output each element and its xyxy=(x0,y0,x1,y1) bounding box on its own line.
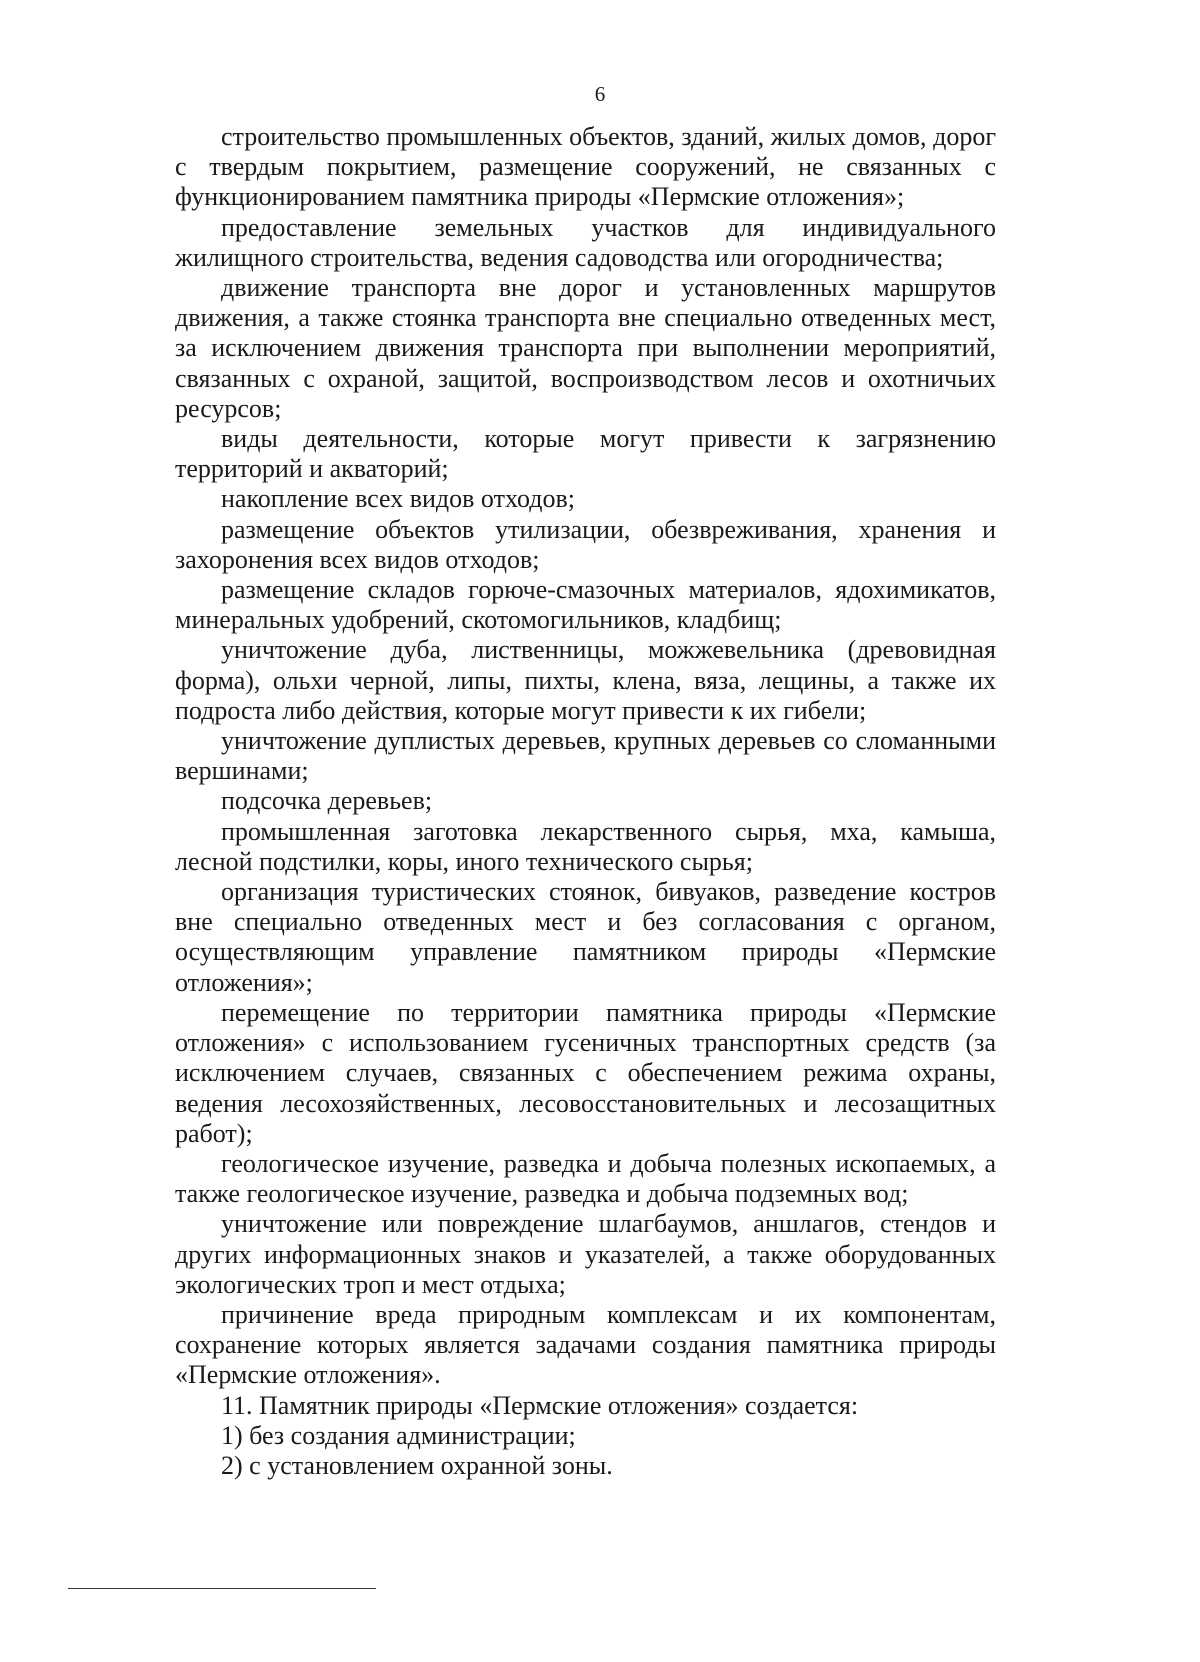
footnote-separator-line xyxy=(68,1588,376,1589)
paragraph-prohibition-harm: причинение вреда природным комплексам и их компонентам, сохранение которых является задачами создания памятника природы «Пермские отложения». xyxy=(175,1299,996,1390)
paragraph-prohibition-pollution: виды деятельности, которые могут привести к загрязнению территорий и акваторий; xyxy=(175,424,996,484)
document-body xyxy=(175,122,996,1481)
paragraph-prohibition-tree-destruction: уничтожение дуба, лиственницы, можжевельника (древовидная форма), ольхи черной, липы, пихты, клена, вяза, лещины, а также их подроста либо действия, которые могут привести к их гибели; xyxy=(175,635,996,725)
paragraph-prohibition-hollow-trees: уничтожение дуплистых деревьев, крупных деревьев со сломанными вершинами; xyxy=(175,726,996,786)
paragraph-prohibition-waste-accumulation: накопление всех видов отходов; xyxy=(221,484,575,514)
paragraph-section-11: 11. Памятник природы «Пермские отложения» создается: xyxy=(221,1390,859,1420)
paragraph-prohibition-geology: геологическое изучение, разведка и добыча полезных ископаемых, а также геологическое изучение, разведка и добыча подземных вод; xyxy=(175,1148,996,1209)
paragraph-item-2: 2) с установлением охранной зоны. xyxy=(221,1450,613,1480)
paragraph-prohibition-warehouses: размещение складов горюче-смазочных материалов, ядохимикатов, минеральных удобрений, скотомогильников, кладбищ; xyxy=(175,575,996,635)
paragraph-prohibition-waste-facilities: размещение объектов утилизации, обезвреживания, хранения и захоронения всех видов отходов; xyxy=(175,514,996,574)
paragraph-prohibition-harvesting: промышленная заготовка лекарственного сырья, мха, камыша, лесной подстилки, коры, иного технического сырья; xyxy=(175,816,996,876)
paragraph-prohibition-camping: организация туристических стоянок, бивуаков, разведение костров вне специально отведенных мест и без согласования с органом, осуществляющим управление памятником природы «Пермские отложения»; xyxy=(175,877,996,997)
paragraph-prohibition-tracked-vehicles: перемещение по территории памятника природы «Пермские отложения» с использованием гусеничных транспортных средств (за исключением случаев, связанных с обеспечением режима охраны, ведения лесохозяйственных, лесовосстановительных и лесозащитных работ); xyxy=(175,997,996,1148)
paragraph-item-1: 1) без создания администрации; xyxy=(221,1420,576,1450)
paragraph-prohibition-signs: уничтожение или повреждение шлагбаумов, аншлагов, стендов и других информационных знаков и указателей, а также оборудованных экологических троп и мест отдыха; xyxy=(175,1209,996,1299)
page-number: 6 xyxy=(594,82,606,106)
paragraph-prohibition-construction: строительство промышленных объектов, зданий, жилых домов, дорог с твердым покрытием, размещение сооружений, не связанных с функционированием памятника природы «Пермские отложения»; xyxy=(175,122,996,212)
paragraph-prohibition-tapping: подсочка деревьев; xyxy=(221,786,433,816)
paragraph-prohibition-land-plots: предоставление земельных участков для индивидуального жилищного строительства, ведения садоводства или огородничества; xyxy=(175,212,996,272)
paragraph-prohibition-transport: движение транспорта вне дорог и установленных маршрутов движения, а также стоянка транспорта вне специально отведенных мест, за исключением движения транспорта при выполнении мероприятий, связанных с охраной, защитой, воспроизводством лесов и охотничьих ресурсов; xyxy=(175,273,996,423)
